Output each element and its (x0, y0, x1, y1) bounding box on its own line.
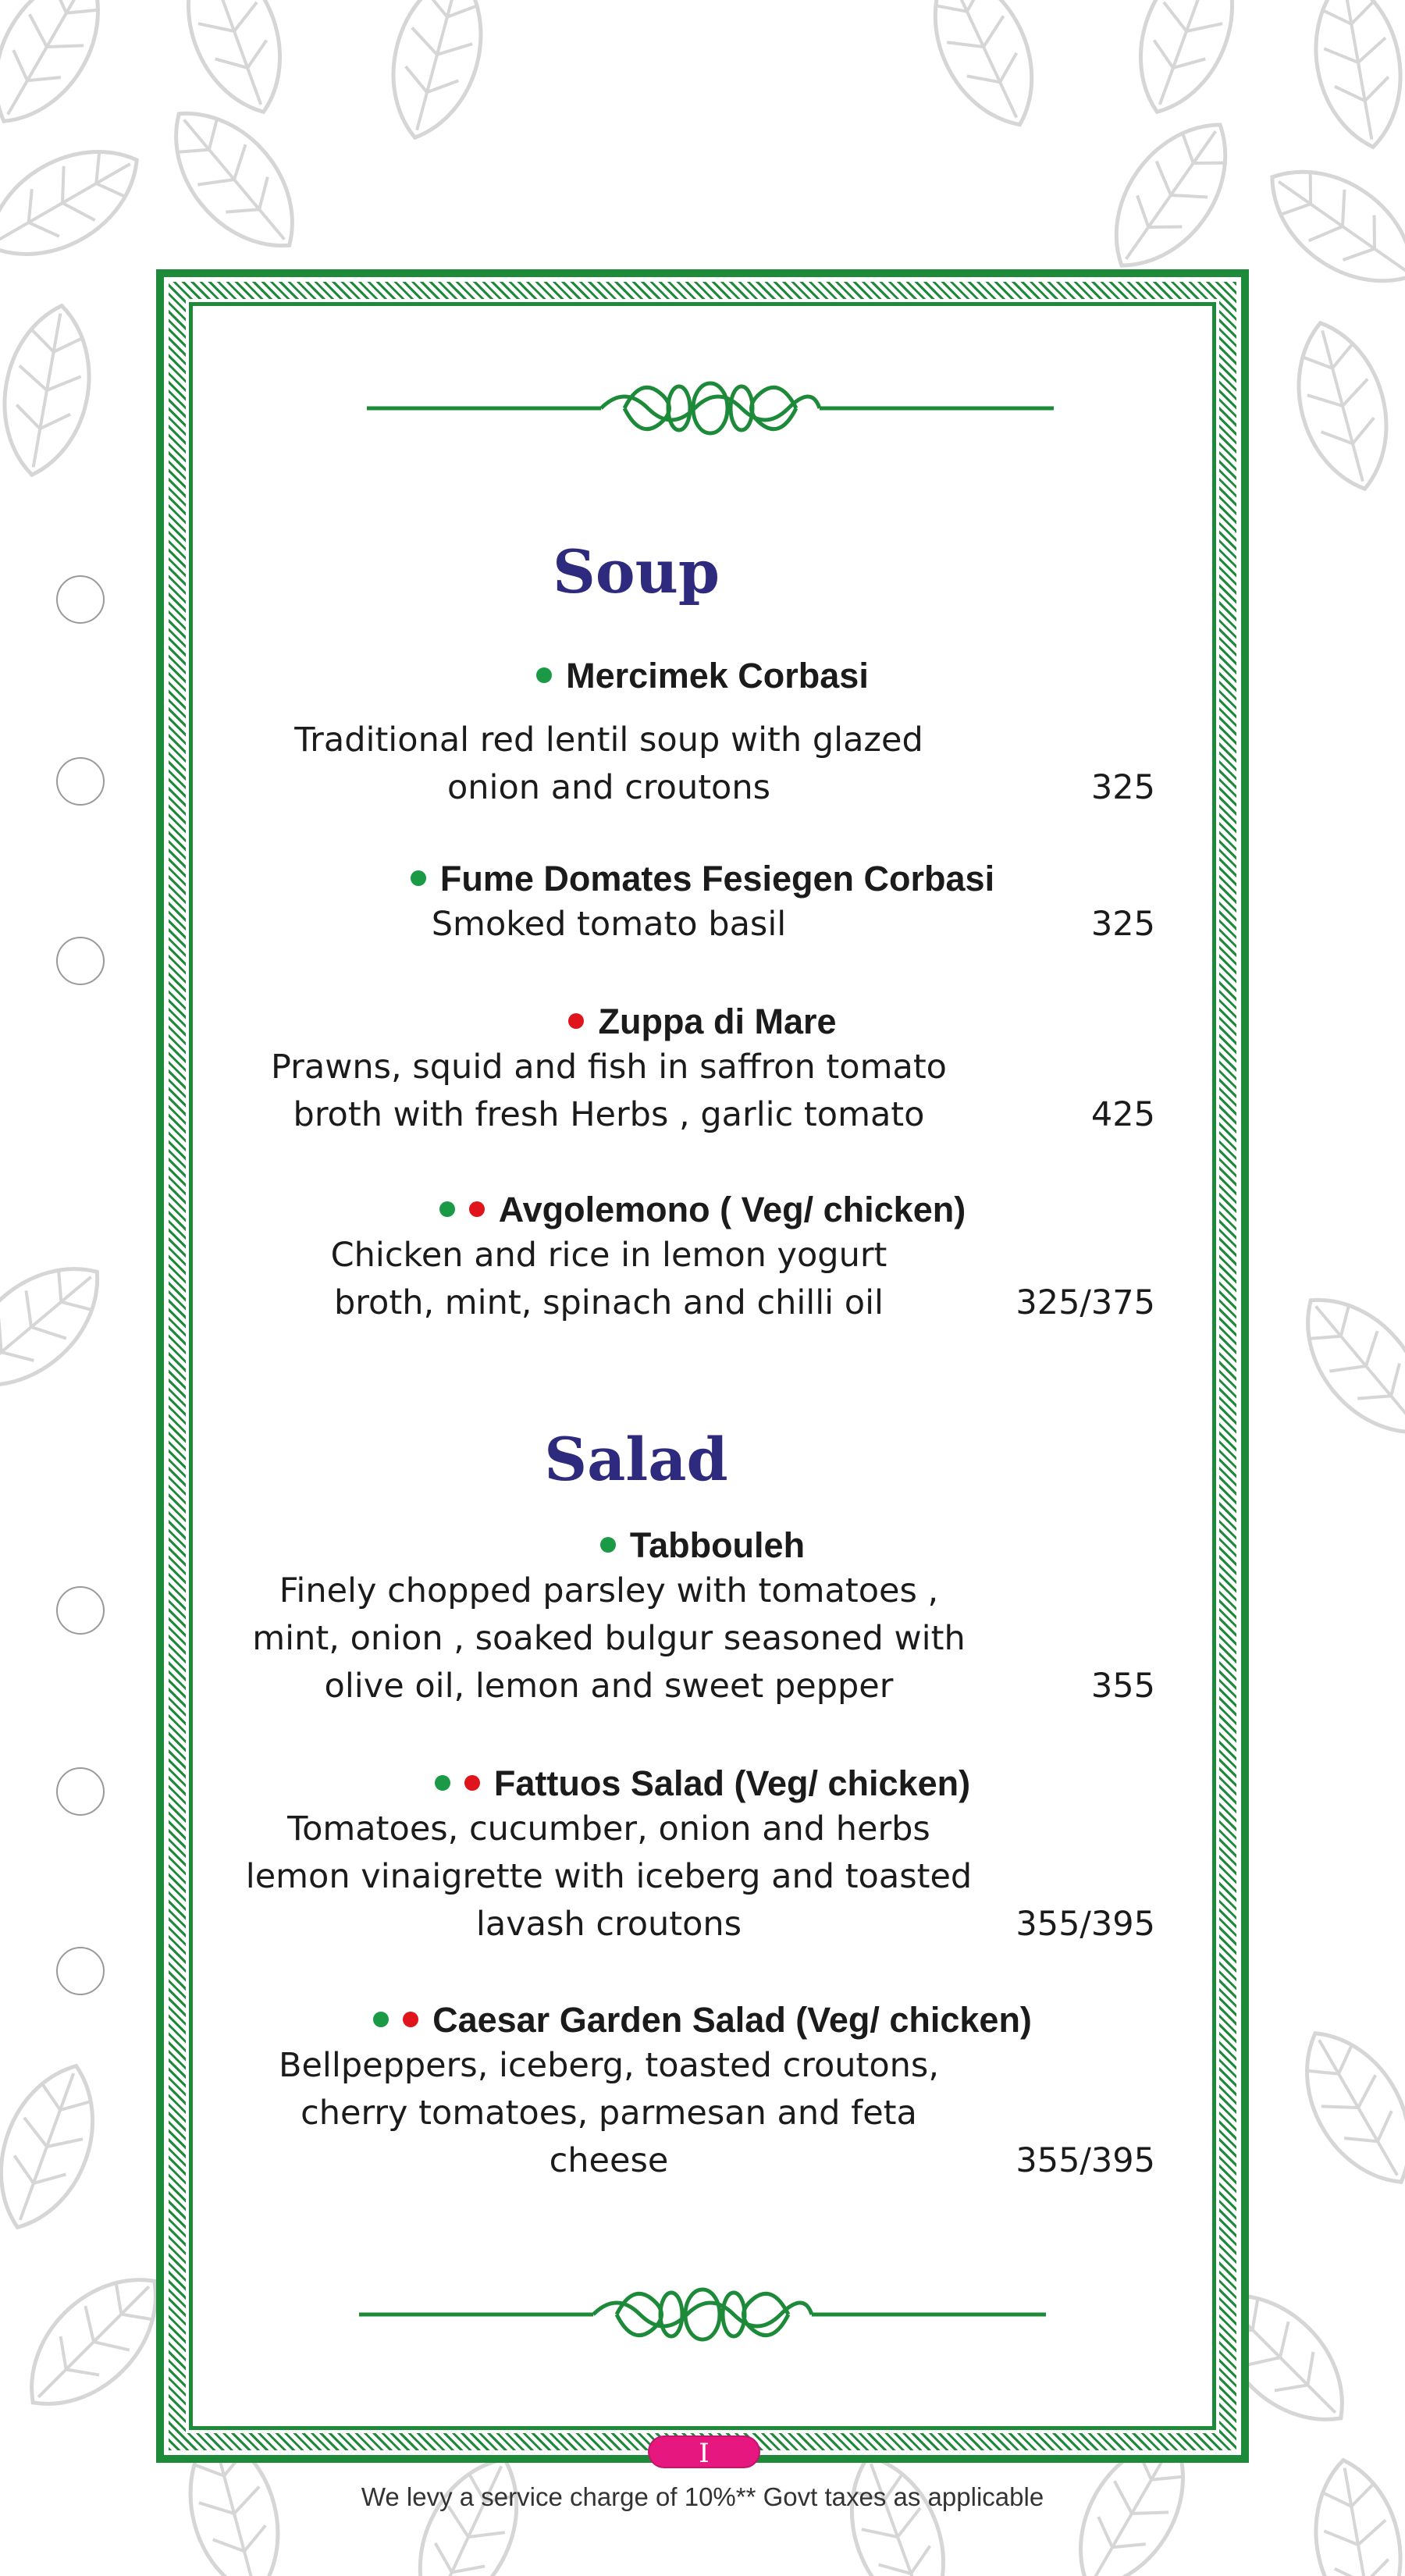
menu-item-title: Fume Domates Fesiegen Corbasi (439, 859, 995, 898)
menu-item-name (234, 1998, 1171, 2042)
description-line: mint, onion , soaked bulgur seasoned with (252, 1619, 966, 1658)
description-line: Prawns, squid and fish in saffron tomato (271, 1048, 947, 1087)
menu-item-name (234, 1524, 1171, 1567)
menu-item-description (234, 1044, 984, 1139)
menu-item-body (234, 2042, 1171, 2185)
leaf-icon (0, 0, 125, 142)
menu-item-description (234, 1567, 984, 1710)
menu-item-body (234, 1567, 1171, 1710)
green-dot-icon (435, 1775, 450, 1791)
leaf-icon (1303, 2453, 1405, 2576)
menu-item-price: 425 (1090, 1095, 1155, 1134)
menu-item-description (234, 717, 984, 812)
red-dot-icon (568, 1013, 584, 1029)
menu-item-description (234, 2042, 984, 2185)
menu-item-description (234, 901, 984, 948)
description-line: lemon vinaigrette with iceberg and toasted (245, 1857, 973, 1896)
leaf-icon (1280, 2012, 1405, 2202)
menu-item-title: Caesar Garden Salad (Veg/ chicken) (432, 2000, 1032, 2040)
leaf-icon (0, 2052, 115, 2242)
section-title-soup: Soup (553, 537, 720, 607)
description-line: Traditional red lentil soup with glazed (294, 720, 923, 760)
green-dot-icon (373, 2012, 389, 2027)
green-dot-icon (600, 1537, 616, 1553)
menu-item-body (234, 717, 1171, 812)
description-line: cherry tomatoes, parmesan and feta (301, 2094, 917, 2133)
binder-hole (56, 1767, 105, 1816)
leaf-icon (1088, 101, 1254, 289)
description-line: olive oil, lemon and sweet pepper (324, 1667, 894, 1706)
description-line: Bellpeppers, iceberg, toasted croutons, (278, 2046, 940, 2085)
menu-item-price: 325 (1090, 768, 1155, 807)
binder-hole (56, 1947, 105, 1995)
leaf-icon (1279, 1274, 1405, 1458)
menu-item-body (234, 901, 1171, 948)
menu-item-name (234, 654, 1171, 698)
menu-item (234, 1524, 1171, 1710)
footer-note: We levy a service charge of 10%** Govt taxes as applicable (361, 2482, 1044, 2511)
leaf-icon (0, 299, 102, 482)
description-line: Chicken and rice in lemon yogurt (330, 1236, 887, 1275)
binder-hole (56, 757, 105, 806)
menu-item (234, 1000, 1171, 1139)
leaf-icon (148, 87, 321, 272)
menu-item-name (234, 857, 1171, 901)
menu-item (234, 654, 1171, 812)
red-dot-icon (403, 2012, 418, 2027)
section-title-salad: Salad (544, 1425, 728, 1494)
flourish-divider-icon (359, 2279, 1046, 2350)
red-dot-icon (464, 1775, 480, 1791)
menu-item-name (234, 1000, 1171, 1044)
menu-item (234, 1998, 1171, 2185)
green-dot-icon (536, 667, 552, 683)
leaf-icon (1303, 0, 1405, 154)
menu-item (234, 1188, 1171, 1327)
description-line: broth, mint, spinach and chilli oil (334, 1283, 884, 1322)
menu-item-price: 325/375 (1016, 1283, 1155, 1322)
leaf-icon (1119, 0, 1254, 126)
page-number-badge: I (648, 2435, 760, 2468)
menu-item-body (234, 1806, 1171, 1948)
menu-item-body (234, 1232, 1171, 1327)
flourish-divider-icon (367, 373, 1054, 443)
menu-item-title: Fattuos Salad (Veg/ chicken) (493, 1763, 971, 1803)
leaf-icon (1249, 144, 1405, 309)
menu-item-price: 355/395 (1016, 2141, 1155, 2180)
leaf-icon (1281, 312, 1404, 500)
menu-item-price: 355 (1090, 1667, 1155, 1706)
binder-hole (56, 1586, 105, 1635)
menu-item-description (234, 1232, 984, 1327)
menu-item-body (234, 1044, 1171, 1139)
description-line: cheese (549, 2141, 669, 2180)
leaf-icon (0, 1240, 123, 1414)
leaf-icon (166, 0, 302, 126)
description-line: broth with fresh Herbs , garlic tomato (293, 1095, 925, 1134)
menu-item (234, 857, 1171, 948)
menu-item (234, 1762, 1171, 1948)
binder-hole (56, 937, 105, 985)
description-line: Smoked tomato basil (431, 905, 787, 944)
menu-item-title: Zuppa di Mare (598, 1002, 837, 1041)
menu-item-title: Tabbouleh (629, 1525, 806, 1565)
green-dot-icon (411, 870, 426, 886)
green-dot-icon (439, 1201, 455, 1217)
leaf-icon (0, 125, 158, 282)
description-line: lavash croutons (475, 1905, 742, 1944)
menu-item-price: 355/395 (1016, 1905, 1155, 1944)
description-line: Finely chopped parsley with tomatoes , (279, 1571, 939, 1610)
leaf-icon (375, 0, 499, 148)
leaf-icon (910, 0, 1057, 142)
description-line: onion and croutons (446, 768, 771, 807)
menu-item-name (234, 1762, 1171, 1806)
description-line: Tomatoes, cucumber, onion and herbs (287, 1809, 930, 1848)
menu-item-name (234, 1188, 1171, 1232)
menu-item-price: 325 (1090, 905, 1155, 944)
menu-item-title: Avgolemono ( Veg/ chicken) (498, 1190, 966, 1229)
menu-item-title: Mercimek Corbasi (566, 656, 869, 696)
menu-item-description (234, 1806, 984, 1948)
red-dot-icon (469, 1201, 485, 1217)
